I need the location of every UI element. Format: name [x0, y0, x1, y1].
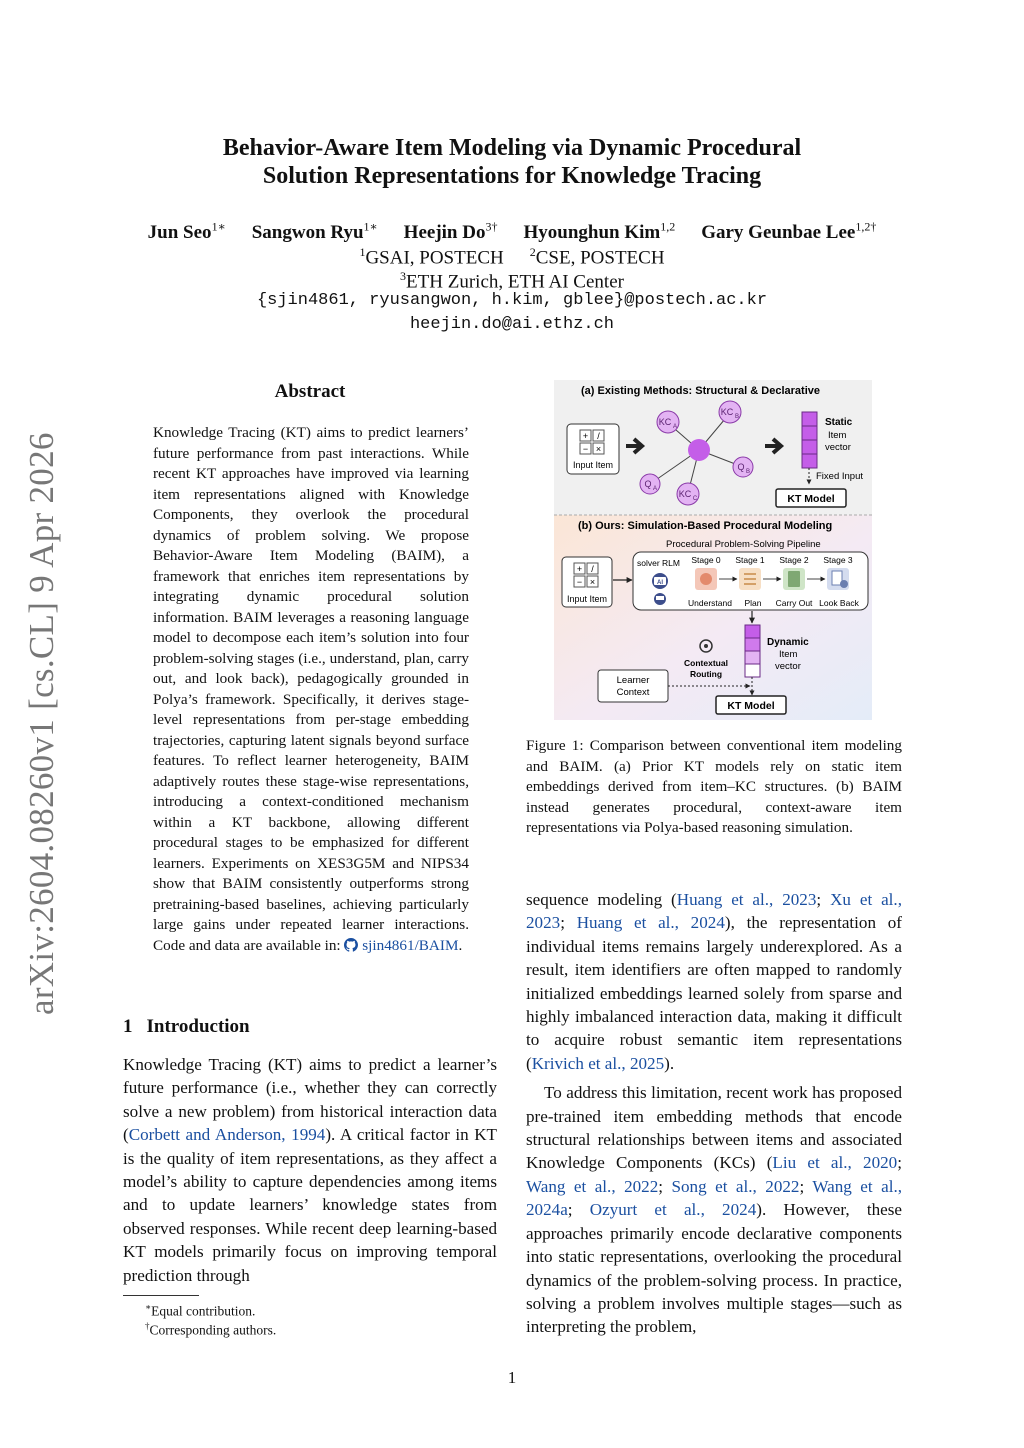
citation-link[interactable]: Ozyurt et al., 2024 — [589, 1200, 757, 1220]
svg-text:−: − — [582, 444, 589, 454]
fixed-input-label: Fixed Input — [816, 471, 863, 482]
github-link[interactable]: sjin4861/BAIM — [344, 937, 458, 954]
q-b-node — [733, 457, 753, 477]
svg-text:Q: Q — [737, 462, 745, 472]
footnote-equal: ∗Equal contribution. — [145, 1302, 256, 1319]
svg-text:vector: vector — [775, 661, 801, 672]
abstract-heading: Abstract — [274, 381, 346, 402]
paragraph: sequence modeling (Huang et al., 2023; Xu et al., 2023; Huang et al., 2024), the representation of individual items remains largely underexplored. As a result, item identifiers are often mapped to randomly initialized embeddings learned solely from sparse and highly imbalanced interaction data, making it difficult to acquire robust semantic item representations (Krivich et al., 2025). — [526, 890, 902, 1073]
kt-model-box-a — [776, 489, 846, 507]
figure-1 — [554, 380, 872, 720]
svg-text:Contextual: Contextual — [684, 658, 728, 668]
right-column-text — [526, 888, 902, 1339]
svg-text:Context: Context — [616, 687, 650, 698]
kc-c-node — [677, 483, 699, 505]
footnote-corresponding: †Corresponding authors. — [145, 1321, 277, 1338]
citation-link[interactable]: Krivich et al., 2025 — [531, 1053, 665, 1073]
svg-text:Item: Item — [779, 649, 798, 660]
svg-text:A: A — [652, 486, 658, 492]
svg-text:Stage 3: Stage 3 — [823, 555, 853, 565]
svg-text:Item: Item — [828, 430, 847, 441]
citation-link[interactable]: Wang et al., 2024a — [526, 1176, 902, 1220]
author: Gary Geunbae Lee$^{1,2\dagger}$ — [701, 220, 877, 244]
email-line-1: {sjin4861, ryusangwon, h.kim, gblee}@postech.ac.kr — [256, 291, 768, 310]
svg-text:B: B — [734, 414, 740, 420]
svg-text:Routing: Routing — [689, 669, 723, 679]
author: Heejin $Do^{3\dagger}$ — [403, 220, 498, 244]
svg-text:Stage 0: Stage 0 — [691, 555, 721, 565]
svg-text:/: / — [591, 564, 594, 574]
svg-text:A: A — [672, 424, 678, 430]
svg-text:B: B — [745, 469, 751, 475]
svg-text:KT Model: KT Model — [787, 493, 835, 505]
affiliation-line-2: $^3$ETH Zurich, ETH AI Center — [400, 269, 624, 293]
citation-link[interactable]: Xu et al., 2023 — [526, 890, 902, 933]
svg-text:+: + — [576, 564, 583, 574]
panel-b-title: (b) Ours: Simulation-Based Procedural Modeling — [578, 520, 833, 532]
svg-text:KC: KC — [658, 417, 672, 427]
intro-paragraph: Knowledge Tracing (KT) aims to predict a learner’s future performance (i.e., whether they can correctly solve a new problem) from historical interaction data (Corbett and Anderson, 1994). A critical factor in KT is the quality of item representations, as they affect a model’s ability to capture dependencies among items and to update learners’ knowledge states from observed responses. While recent deep learning-based KT models primarily focus on improving temporal prediction through — [123, 1055, 497, 1285]
svg-text:+: + — [582, 431, 589, 441]
github-icon — [344, 938, 358, 952]
kc-a-node — [657, 411, 679, 433]
svg-text:×: × — [595, 444, 602, 454]
page-number: 1 — [507, 1368, 517, 1387]
paper-title: Behavior-Aware Item Modeling via Dynamic Procedural Solution Representations for Knowledge Tracing — [222, 135, 802, 189]
svg-text:solver RLM: solver RLM — [637, 558, 680, 568]
abstract-body: Knowledge Tracing (KT) aims to predict learners’ future performance from past interactions. While recent KT approaches have improved via learning item representations aligned with Knowledge Components, they overlook the procedural dynamics of problem solving. We propose Behavior-Aware Item Modeling (BAIM), a framework that enriches item representations by integrating dynamic procedural solution information. BAIM leverages a reasoning language model to decompose each item’s solution into four problem-solving stages (i.e., understand, plan, carry out, and look back), pedagogically grounded in Polya’s framework. Specifically, it derives stage-level representations from per-stage embedding trajectories, capturing latent signals beyond surface features. To reflect learner heterogeneity, BAIM adaptively routes these stage-wise representations, introducing a context-conditioned mechanism within a KT backbone, allowing different procedural stages to be emphasized for different learners. Experiments on XES3G5M and NIPS34 show that BAIM consistently outperforms strong pretraining-based baselines, achieving particularly large gains under repeated learner interactions. Code and data are available in: sjin4861/BAIM. — [153, 424, 469, 954]
kc-b-node — [719, 401, 741, 423]
citation-link[interactable]: Corbett and Anderson, 1994 — [128, 1125, 326, 1145]
figure-caption: Figure 1: Comparison between conventional item modeling and BAIM. (a) Prior KT models rely on static item embeddings derived from item–KC structures. (b) BAIM instead generates procedural, context-aware item representations via Polya-based reasoning simulation. — [526, 737, 902, 836]
svg-text:Learner: Learner — [616, 675, 650, 686]
svg-text:Understand: Understand — [688, 598, 732, 608]
q-a-node — [640, 474, 660, 494]
calculator-icon — [788, 571, 800, 587]
svg-text:KT Model: KT Model — [727, 700, 775, 712]
brain-icon — [700, 573, 712, 585]
panel-a-title: (a) Existing Methods: Structural & Declarative — [581, 385, 820, 397]
paragraph: To address this limitation, recent work has proposed pre-trained item embedding methods that encode structural relationships between items and associated Knowledge Components (KCs) (Liu et al., 2020; Wang et al., 2022; Song et al., 2022; Wang et al., 2024a; Ozyurt et al., 2024). However, these approaches primarily encode declarative components into static representations, overlooking the procedural dynamics of the problem-solving process. In practice, solving a problem involves multiple stages—such as interpreting the problem, — [526, 1083, 902, 1337]
svg-text:−: − — [576, 577, 583, 587]
svg-text:C: C — [692, 496, 698, 502]
svg-text:vector: vector — [825, 442, 851, 453]
svg-text:Input Item: Input Item — [566, 594, 608, 604]
svg-text:Plan: Plan — [744, 598, 762, 608]
svg-text:Static: Static — [825, 417, 853, 428]
arxiv-id: arXiv:2604.08260v1 [cs.CL] 9 Apr 2026 — [22, 432, 61, 1015]
svg-text:KC: KC — [720, 407, 734, 417]
input-item-box-b — [562, 557, 612, 607]
svg-text:KC: KC — [678, 489, 692, 499]
pipeline-title: Procedural Problem-Solving Pipeline — [666, 539, 821, 550]
input-item-box-a — [567, 424, 619, 474]
citation-link[interactable]: Song et al., 2022 — [671, 1176, 800, 1196]
svg-text:Input Item: Input Item — [572, 460, 614, 470]
svg-text:Stage 1: Stage 1 — [735, 555, 765, 565]
email-line-2: heejin.do@ai.ethz.ch — [409, 315, 615, 334]
svg-text:Dynamic: Dynamic — [767, 637, 809, 648]
svg-text:×: × — [589, 577, 596, 587]
svg-text:AI: AI — [657, 580, 663, 586]
svg-text:Stage 2: Stage 2 — [779, 555, 809, 565]
citation-link[interactable]: Liu et al., 2020 — [772, 1153, 898, 1173]
citation-link[interactable]: Wang et al., 2022 — [526, 1176, 659, 1196]
footnote-rule — [123, 1295, 199, 1296]
svg-text:Look Back: Look Back — [819, 598, 859, 608]
svg-text:Q: Q — [644, 479, 652, 489]
kt-model-box-b — [716, 696, 786, 714]
learner-context-box — [598, 670, 668, 702]
item-node — [688, 439, 710, 461]
citation-link[interactable]: Huang et al., 2024 — [576, 913, 725, 933]
author: Hyounghun Kim$^{1,2}$ — [523, 220, 676, 244]
affiliation-line-1: $^1$GSAI, POSTECH $^2$CSE, POSTECH — [359, 245, 665, 269]
citation-link[interactable]: Huang et al., 2023 — [676, 890, 817, 909]
svg-text:/: / — [597, 431, 600, 441]
author: Jun Seo$^{1∗}$ — [147, 220, 226, 244]
svg-text:Carry Out: Carry Out — [775, 598, 813, 608]
section-heading-introduction: 1 Introduction — [123, 1016, 250, 1037]
author: Sangwon Ryu$^{1∗}$ — [251, 220, 378, 244]
